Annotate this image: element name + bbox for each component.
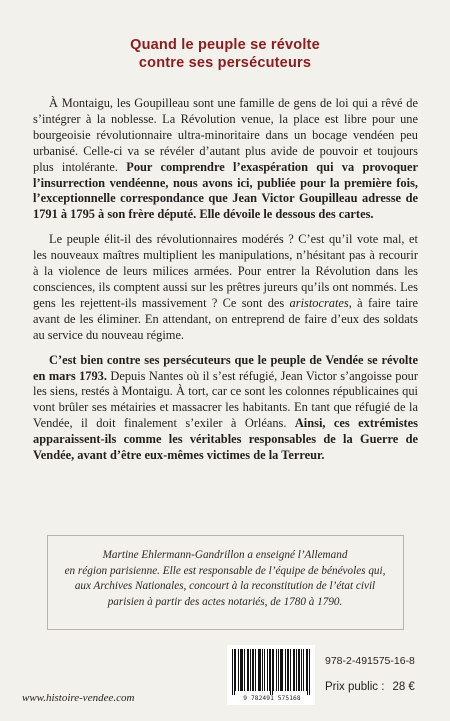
barcode-bar	[252, 649, 253, 691]
barcode-bar	[294, 649, 295, 691]
price-label: Prix public :	[325, 681, 385, 693]
barcode-bar	[281, 649, 282, 691]
bio-line-1: Martine Ehlermann-Gandrillon a enseigné l’Allemand	[102, 549, 348, 561]
price	[325, 681, 415, 693]
barcode-bar	[250, 649, 251, 691]
barcode-bar	[238, 649, 239, 691]
barcode-bar	[296, 649, 297, 691]
barcode-bar	[293, 649, 294, 691]
barcode-bar	[285, 649, 286, 691]
text-segment: Le peuple élit-il des révolutionnaires modérés ? C’est qu’il vote mal, et les nouveaux maîtres multiplient les manipulations, n’hésitant pas à recourir à la violence de leurs milices armées. Pour entrer la Révolution dans les consciences, ils comptent aussi sur les prêtres jureurs qu’ils ont nommés. Les gens les rejettent-ils massivement ? Ce sont des	[33, 232, 418, 310]
barcode-bar	[242, 649, 243, 691]
price-amount: 28 €	[392, 681, 415, 693]
barcode-bar	[288, 649, 289, 691]
text-segment: , à faire taire avant de les éliminer. En attendant, on entreprend de faire d’eux des soldats au service du nouveau régime.	[33, 295, 418, 342]
barcode-bar	[253, 649, 254, 691]
barcode-bar	[241, 649, 242, 691]
blurb-text	[33, 96, 418, 473]
bio-line-4: parisien à partir des actes notariés, de 1780 à 1790.	[107, 595, 343, 608]
barcode-bar	[248, 649, 249, 691]
barcode-bar	[307, 649, 308, 695]
barcode-bar	[306, 649, 307, 691]
barcode-bar	[287, 649, 288, 691]
barcode-bar	[258, 649, 259, 691]
author-bio	[52, 548, 398, 610]
title-line-2: contre ses persécuteurs	[138, 55, 312, 71]
barcode-bars	[227, 645, 315, 695]
barcode-bar	[267, 649, 268, 691]
barcode-bar	[255, 649, 256, 691]
bio-line-2: en région parisienne. Elle est responsable de l’équipe de bénévoles qui,	[64, 564, 386, 577]
barcode-bar	[299, 649, 300, 691]
text-segment: Ainsi, ces extrémistes apparaissent-ils comme les véritables responsables de la Guerre de Vendée, avant d’être eux-mêmes victimes de la Terreur.	[33, 416, 418, 463]
text-segment: aristocrates	[289, 295, 349, 310]
isbn-number: 978-2-491575-16-8	[325, 655, 415, 667]
bio-line-3: aux Archives Nationales, concourt à la reconstitution de l’état civil	[74, 580, 376, 593]
barcode-digits: 9 782491 575168	[243, 695, 301, 702]
isbn-barcode	[227, 645, 315, 705]
barcode-bar	[235, 649, 236, 691]
barcode-bar	[282, 649, 283, 691]
barcode-bar	[244, 649, 245, 691]
barcode-bar	[232, 649, 233, 695]
text-segment: Pour comprendre l’exaspération qui va provoquer l’insurrection vendéenne, nous avons ici, publiée pour la première fois, l’exceptionnelle correspondance que Jean Victor Goupilleau adresse de 1791 à 1795 à son frère député. Elle dévoile le dessous des cartes.	[33, 159, 418, 222]
blurb-paragraph	[33, 353, 418, 464]
barcode-bar	[301, 649, 302, 691]
barcode-bar	[262, 649, 263, 691]
author-bio-box	[47, 535, 404, 630]
website-link[interactable]: www.histoire-vendee.com	[22, 692, 135, 704]
blurb-paragraph	[33, 96, 418, 223]
barcode-bar	[259, 649, 260, 691]
barcode-bar	[270, 649, 271, 695]
barcode-bar	[280, 649, 281, 691]
barcode-bar	[247, 649, 248, 691]
text-segment: C’est bien contre ses persécuteurs que le peuple de Vendée se révolte en mars 1793.	[33, 352, 418, 383]
blurb-paragraph	[33, 232, 418, 343]
barcode-bar	[303, 649, 304, 691]
text-segment: À Montaigu, les Goupilleau sont une famille de gens de loi qui a rêvé de s’intégrer à la noblesse. La Révolution venue, la place est libre pour une bourgeoisie révolutionnaire ultra-minoritaire dans un bocage vendéen peu urbanisé. Celle-ci va se révéler d’autant plus avide de pouvoir et toujours plus intolérante.	[33, 96, 418, 174]
barcode-bar	[240, 649, 241, 691]
barcode-bar	[272, 649, 273, 695]
barcode-bar	[260, 649, 261, 691]
text-segment: Depuis Nantes où il s’est réfugié, Jean Victor s’angoisse pour les siens, restés à Montaigu. À tort, car ce sont les colonnes républicaines qui vont brûler ses métairies et massacrer les habitants. En tant que réfugié de la Vendée, il doit finalement s’exiler à Orléans.	[33, 368, 418, 431]
title-line-1: Quand le peuple se révolte	[130, 37, 320, 53]
barcode-bar	[276, 649, 277, 691]
cover-title	[0, 36, 450, 72]
barcode-bar	[290, 649, 291, 691]
barcode-bar	[273, 649, 274, 691]
barcode-bar	[264, 649, 265, 691]
barcode-bar	[298, 649, 299, 691]
barcode-bar	[278, 649, 279, 691]
barcode-bar	[234, 649, 235, 695]
barcode-bar	[269, 649, 270, 691]
barcode-bar	[309, 649, 310, 695]
